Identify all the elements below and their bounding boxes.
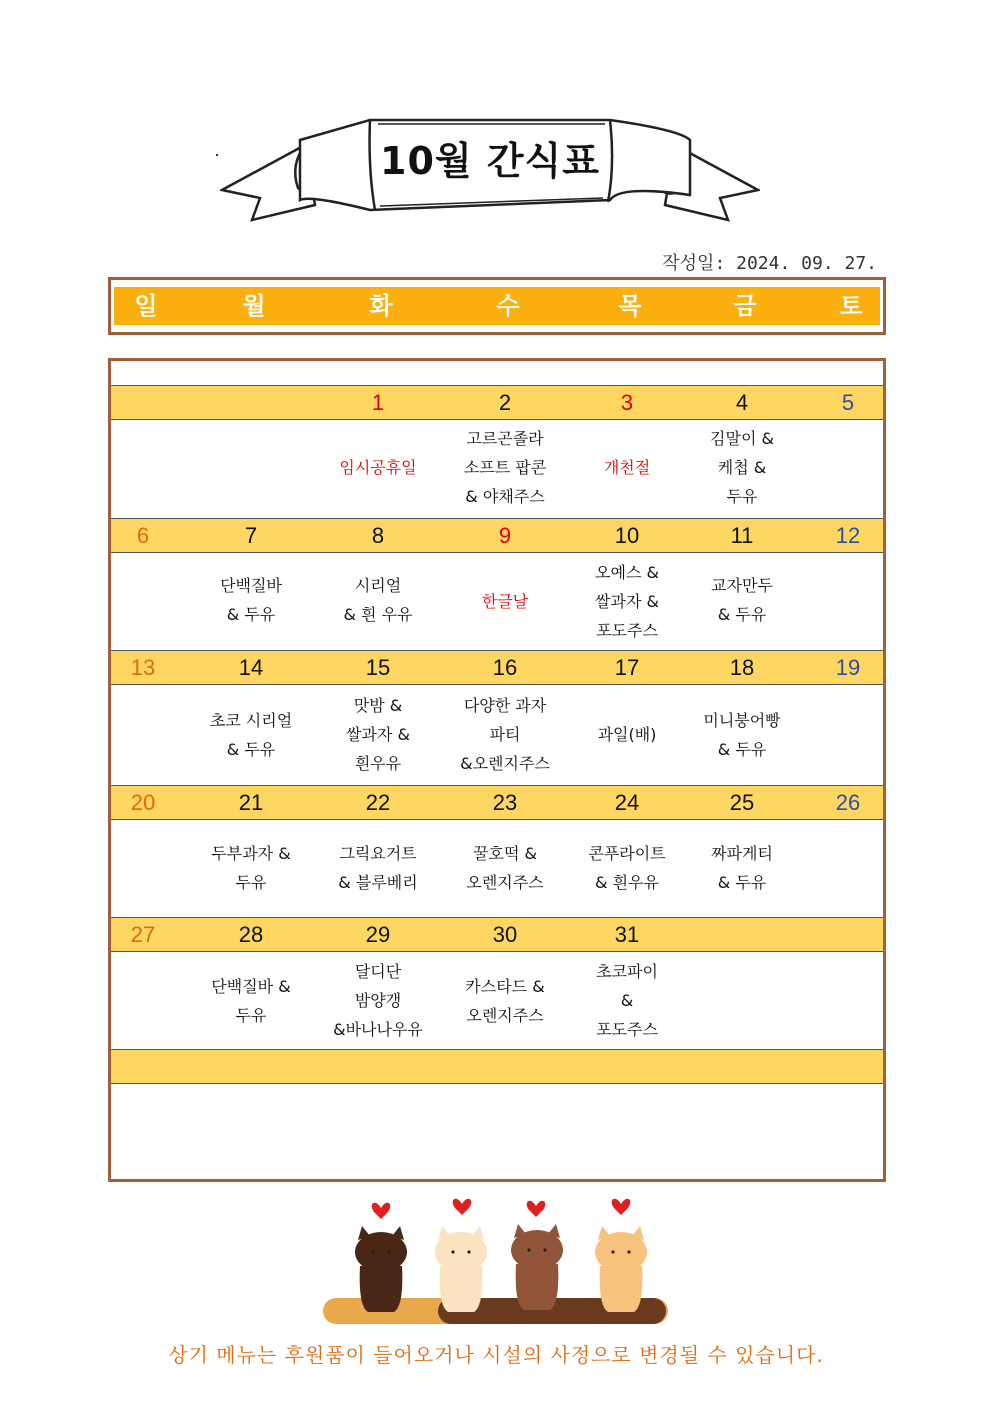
day-number: 23 bbox=[492, 790, 518, 815]
menu-cell: 교자만두 & 두유 bbox=[711, 576, 773, 624]
day-number: 21 bbox=[238, 790, 264, 815]
calendar-grid bbox=[108, 358, 886, 1182]
day-number: 11 bbox=[730, 523, 754, 548]
cat-dark bbox=[355, 1226, 407, 1312]
menu-cell: 초코 시리얼 & 두유 bbox=[209, 711, 293, 759]
menu-cell: 김말이 & 케첩 & 두유 bbox=[710, 429, 774, 506]
day-number: 25 bbox=[729, 790, 755, 815]
weekday-tue: 화 bbox=[369, 292, 393, 320]
day-number: 2 bbox=[498, 390, 512, 415]
menu-cell: 고르곤졸라 소프트 팝콘 & 야채주스 bbox=[463, 429, 547, 506]
day-number: 13 bbox=[130, 655, 156, 680]
day-number: 1 bbox=[371, 390, 385, 415]
menu-cell: 다양한 과자 파티 &오렌지주스 bbox=[460, 696, 550, 773]
menu-cell: 초코파이 & 포도주스 bbox=[596, 962, 658, 1039]
weekday-fri: 금 bbox=[733, 292, 757, 320]
weekday-sun: 일 bbox=[134, 292, 158, 320]
day-number: 7 bbox=[244, 523, 258, 548]
day-number: 29 bbox=[365, 922, 391, 947]
day-number: 30 bbox=[492, 922, 518, 947]
created-date: 작성일: 2024. 09. 27. bbox=[662, 253, 877, 274]
menu-cell: 카스타드 & 오렌지주스 bbox=[465, 977, 545, 1025]
menu-cell: 과일(배) bbox=[597, 725, 657, 744]
menu-cell: 미니붕어빵 & 두유 bbox=[703, 711, 781, 759]
cats-illustration bbox=[318, 1188, 673, 1328]
menu-cell: 단백질바 & 두유 bbox=[211, 977, 291, 1025]
day-number: 26 bbox=[835, 790, 861, 815]
day-number: 6 bbox=[136, 523, 150, 548]
speck bbox=[216, 154, 218, 156]
date-row bbox=[111, 385, 883, 420]
date-row bbox=[111, 650, 883, 685]
page-title: 10월 간식표 bbox=[380, 139, 600, 183]
heart-icon bbox=[453, 1199, 472, 1215]
weekday-header bbox=[108, 277, 886, 335]
weekday-wed: 수 bbox=[496, 292, 520, 320]
date-row bbox=[111, 917, 883, 952]
heart-icon bbox=[527, 1201, 546, 1217]
day-number: 10 bbox=[614, 523, 640, 548]
weekday-bar bbox=[114, 287, 880, 325]
cat-cream bbox=[435, 1226, 487, 1312]
day-number: 3 bbox=[620, 390, 634, 415]
day-number: 12 bbox=[835, 523, 861, 548]
day-number: 24 bbox=[614, 790, 640, 815]
weekday-sat: 토 bbox=[839, 292, 863, 320]
day-number: 5 bbox=[841, 390, 855, 415]
cat-brown bbox=[511, 1224, 563, 1310]
menu-cell: 맛밤 & 쌀과자 & 흰우유 bbox=[346, 696, 410, 773]
cat-orange bbox=[595, 1226, 647, 1312]
day-number: 18 bbox=[729, 655, 755, 680]
day-number: 22 bbox=[365, 790, 391, 815]
menu-cell: 달디단 밤양갱 &바나나우유 bbox=[333, 962, 423, 1039]
menu-cell: 꿀호떡 & 오렌지주스 bbox=[466, 844, 544, 892]
menu-cell: 콘푸라이트 & 흰우유 bbox=[588, 844, 666, 892]
date-row bbox=[111, 518, 883, 553]
weekday-mon: 월 bbox=[242, 292, 266, 320]
day-number: 31 bbox=[614, 922, 640, 947]
day-number: 28 bbox=[238, 922, 264, 947]
menu-cell: 짜파게티 & 두유 bbox=[711, 844, 773, 892]
weekday-thu: 목 bbox=[618, 292, 642, 320]
day-number: 16 bbox=[492, 655, 518, 680]
day-number: 20 bbox=[130, 790, 156, 815]
day-number: 14 bbox=[238, 655, 264, 680]
footer-note: 상기 메뉴는 후원품이 들어오거나 시설의 사정으로 변경될 수 있습니다. bbox=[168, 1343, 824, 1367]
menu-cell: 개천절 bbox=[603, 458, 651, 477]
menu-cell: 그릭요거트 & 블루베리 bbox=[338, 844, 418, 892]
menu-cell: 두부과자 & 두유 bbox=[211, 844, 291, 892]
day-number: 19 bbox=[835, 655, 861, 680]
menu-cell: 시리얼 & 흰 우유 bbox=[343, 576, 413, 624]
menu-cell: 한글날 bbox=[481, 592, 529, 611]
day-number: 27 bbox=[130, 922, 156, 947]
date-row bbox=[111, 1049, 883, 1084]
heart-icon bbox=[372, 1203, 391, 1219]
day-number: 8 bbox=[371, 523, 385, 548]
menu-cell: 임시공휴일 bbox=[339, 458, 417, 477]
menu-cell: 단백질바 & 두유 bbox=[220, 576, 282, 624]
heart-icon bbox=[612, 1199, 631, 1215]
day-number: 15 bbox=[365, 655, 391, 680]
date-row bbox=[111, 785, 883, 820]
day-number: 17 bbox=[614, 655, 640, 680]
menu-cell: 오예스 & 쌀과자 & 포도주스 bbox=[595, 563, 659, 640]
day-number: 9 bbox=[498, 523, 512, 548]
day-number: 4 bbox=[735, 390, 749, 415]
